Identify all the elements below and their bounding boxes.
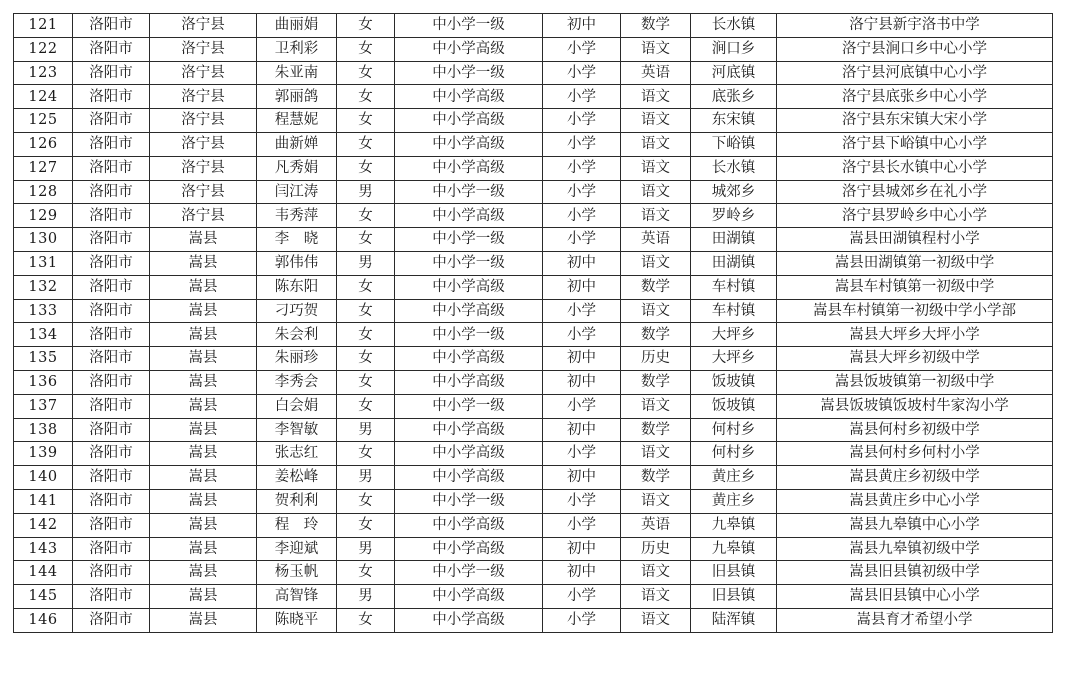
township-cell: 大坪乡 [691, 347, 777, 371]
subject-cell: 英语 [621, 513, 691, 537]
gender-cell: 女 [337, 156, 395, 180]
teacher-name-cell: 杨玉帆 [257, 561, 337, 585]
school-name-cell: 嵩县何村乡初级中学 [777, 418, 1053, 442]
serial-number-cell: 131 [14, 251, 73, 275]
township-cell: 城郊乡 [691, 180, 777, 204]
city-cell: 洛阳市 [73, 323, 150, 347]
title-grade-cell: 中小学高级 [395, 585, 543, 609]
county-cell: 嵩县 [150, 275, 257, 299]
title-grade-cell: 中小学一级 [395, 180, 543, 204]
city-cell: 洛阳市 [73, 228, 150, 252]
serial-number-cell: 125 [14, 109, 73, 133]
county-cell: 嵩县 [150, 251, 257, 275]
city-cell: 洛阳市 [73, 370, 150, 394]
gender-cell: 男 [337, 537, 395, 561]
teacher-name-cell: 贺利利 [257, 489, 337, 513]
table-row [14, 513, 1053, 537]
teacher-name-cell: 程慧妮 [257, 109, 337, 133]
teacher-name-cell: 姜松峰 [257, 466, 337, 490]
county-cell: 嵩县 [150, 513, 257, 537]
city-cell: 洛阳市 [73, 561, 150, 585]
subject-cell: 语文 [621, 204, 691, 228]
school-name-cell: 嵩县田湖镇第一初级中学 [777, 251, 1053, 275]
county-cell: 嵩县 [150, 347, 257, 371]
gender-cell: 女 [337, 561, 395, 585]
teacher-name-cell: 李秀会 [257, 370, 337, 394]
school-level-cell: 小学 [543, 442, 621, 466]
subject-cell: 历史 [621, 347, 691, 371]
serial-number-cell: 134 [14, 323, 73, 347]
gender-cell: 女 [337, 299, 395, 323]
serial-number-cell: 139 [14, 442, 73, 466]
city-cell: 洛阳市 [73, 156, 150, 180]
table-row [14, 489, 1053, 513]
city-cell: 洛阳市 [73, 466, 150, 490]
title-grade-cell: 中小学高级 [395, 109, 543, 133]
gender-cell: 女 [337, 347, 395, 371]
gender-cell: 女 [337, 109, 395, 133]
school-name-cell: 洛宁县下峪镇中心小学 [777, 132, 1053, 156]
city-cell: 洛阳市 [73, 251, 150, 275]
subject-cell: 语文 [621, 394, 691, 418]
subject-cell: 语文 [621, 109, 691, 133]
school-level-cell: 初中 [543, 347, 621, 371]
subject-cell: 英语 [621, 228, 691, 252]
serial-number-cell: 144 [14, 561, 73, 585]
county-cell: 嵩县 [150, 394, 257, 418]
gender-cell: 女 [337, 323, 395, 347]
school-level-cell: 初中 [543, 14, 621, 38]
subject-cell: 数学 [621, 370, 691, 394]
school-level-cell: 小学 [543, 61, 621, 85]
serial-number-cell: 123 [14, 61, 73, 85]
gender-cell: 男 [337, 585, 395, 609]
serial-number-cell: 145 [14, 585, 73, 609]
subject-cell: 语文 [621, 608, 691, 632]
gender-cell: 女 [337, 204, 395, 228]
township-cell: 九皋镇 [691, 513, 777, 537]
school-name-cell: 洛宁县底张乡中心小学 [777, 85, 1053, 109]
school-level-cell: 初中 [543, 561, 621, 585]
title-grade-cell: 中小学高级 [395, 299, 543, 323]
gender-cell: 女 [337, 37, 395, 61]
teacher-name-cell: 卫利彩 [257, 37, 337, 61]
county-cell: 洛宁县 [150, 156, 257, 180]
school-name-cell: 嵩县大坪乡大坪小学 [777, 323, 1053, 347]
township-cell: 饭坡镇 [691, 394, 777, 418]
table-row [14, 608, 1053, 632]
township-cell: 东宋镇 [691, 109, 777, 133]
table-row [14, 561, 1053, 585]
city-cell: 洛阳市 [73, 204, 150, 228]
serial-number-cell: 127 [14, 156, 73, 180]
title-grade-cell: 中小学一级 [395, 489, 543, 513]
township-cell: 黄庄乡 [691, 489, 777, 513]
county-cell: 嵩县 [150, 418, 257, 442]
title-grade-cell: 中小学一级 [395, 251, 543, 275]
table-row [14, 204, 1053, 228]
title-grade-cell: 中小学一级 [395, 561, 543, 585]
city-cell: 洛阳市 [73, 608, 150, 632]
school-name-cell: 嵩县九皋镇初级中学 [777, 537, 1053, 561]
serial-number-cell: 121 [14, 14, 73, 38]
township-cell: 河底镇 [691, 61, 777, 85]
table-row [14, 85, 1053, 109]
teacher-name-cell: 闫江涛 [257, 180, 337, 204]
school-name-cell: 嵩县田湖镇程村小学 [777, 228, 1053, 252]
teacher-name-cell: 朱丽珍 [257, 347, 337, 371]
city-cell: 洛阳市 [73, 299, 150, 323]
teacher-name-cell: 曲新婵 [257, 132, 337, 156]
subject-cell: 数学 [621, 418, 691, 442]
teacher-name-cell: 李迎斌 [257, 537, 337, 561]
school-name-cell: 嵩县车村镇第一初级中学小学部 [777, 299, 1053, 323]
school-name-cell: 洛宁县涧口乡中心小学 [777, 37, 1053, 61]
teacher-name-cell: 李智敏 [257, 418, 337, 442]
city-cell: 洛阳市 [73, 394, 150, 418]
county-cell: 嵩县 [150, 370, 257, 394]
title-grade-cell: 中小学高级 [395, 513, 543, 537]
serial-number-cell: 146 [14, 608, 73, 632]
subject-cell: 数学 [621, 323, 691, 347]
city-cell: 洛阳市 [73, 489, 150, 513]
school-level-cell: 小学 [543, 109, 621, 133]
serial-number-cell: 142 [14, 513, 73, 537]
school-level-cell: 初中 [543, 275, 621, 299]
table-row [14, 251, 1053, 275]
title-grade-cell: 中小学高级 [395, 418, 543, 442]
subject-cell: 数学 [621, 275, 691, 299]
school-name-cell: 嵩县何村乡何村小学 [777, 442, 1053, 466]
title-grade-cell: 中小学高级 [395, 537, 543, 561]
title-grade-cell: 中小学高级 [395, 156, 543, 180]
gender-cell: 女 [337, 442, 395, 466]
table-row [14, 537, 1053, 561]
county-cell: 洛宁县 [150, 180, 257, 204]
subject-cell: 英语 [621, 61, 691, 85]
city-cell: 洛阳市 [73, 513, 150, 537]
school-level-cell: 小学 [543, 204, 621, 228]
township-cell: 大坪乡 [691, 323, 777, 347]
table-row [14, 180, 1053, 204]
school-level-cell: 初中 [543, 466, 621, 490]
serial-number-cell: 141 [14, 489, 73, 513]
table-row [14, 442, 1053, 466]
subject-cell: 语文 [621, 85, 691, 109]
school-level-cell: 小学 [543, 323, 621, 347]
county-cell: 嵩县 [150, 442, 257, 466]
title-grade-cell: 中小学高级 [395, 204, 543, 228]
serial-number-cell: 129 [14, 204, 73, 228]
gender-cell: 女 [337, 513, 395, 537]
school-name-cell: 嵩县旧县镇中心小学 [777, 585, 1053, 609]
school-level-cell: 小学 [543, 394, 621, 418]
gender-cell: 男 [337, 418, 395, 442]
county-cell: 洛宁县 [150, 14, 257, 38]
subject-cell: 历史 [621, 537, 691, 561]
school-name-cell: 嵩县旧县镇初级中学 [777, 561, 1053, 585]
gender-cell: 女 [337, 85, 395, 109]
city-cell: 洛阳市 [73, 37, 150, 61]
county-cell: 嵩县 [150, 299, 257, 323]
township-cell: 下峪镇 [691, 132, 777, 156]
school-name-cell: 嵩县饭坡镇第一初级中学 [777, 370, 1053, 394]
school-name-cell: 嵩县九皋镇中心小学 [777, 513, 1053, 537]
title-grade-cell: 中小学高级 [395, 347, 543, 371]
township-cell: 九皋镇 [691, 537, 777, 561]
gender-cell: 女 [337, 608, 395, 632]
county-cell: 嵩县 [150, 228, 257, 252]
serial-number-cell: 133 [14, 299, 73, 323]
gender-cell: 女 [337, 228, 395, 252]
table-row [14, 61, 1053, 85]
gender-cell: 女 [337, 61, 395, 85]
county-cell: 嵩县 [150, 608, 257, 632]
serial-number-cell: 137 [14, 394, 73, 418]
county-cell: 嵩县 [150, 537, 257, 561]
title-grade-cell: 中小学高级 [395, 132, 543, 156]
table-row [14, 37, 1053, 61]
school-name-cell: 嵩县饭坡镇饭坡村牛家沟小学 [777, 394, 1053, 418]
township-cell: 底张乡 [691, 85, 777, 109]
city-cell: 洛阳市 [73, 180, 150, 204]
serial-number-cell: 143 [14, 537, 73, 561]
teacher-name-cell: 陈晓平 [257, 608, 337, 632]
township-cell: 田湖镇 [691, 251, 777, 275]
gender-cell: 男 [337, 251, 395, 275]
teacher-name-cell: 张志红 [257, 442, 337, 466]
school-name-cell: 嵩县车村镇第一初级中学 [777, 275, 1053, 299]
table-row [14, 370, 1053, 394]
teacher-name-cell: 韦秀萍 [257, 204, 337, 228]
table-row [14, 347, 1053, 371]
teacher-name-cell: 朱会利 [257, 323, 337, 347]
township-cell: 旧县镇 [691, 561, 777, 585]
school-level-cell: 小学 [543, 299, 621, 323]
title-grade-cell: 中小学一级 [395, 61, 543, 85]
title-grade-cell: 中小学高级 [395, 466, 543, 490]
school-name-cell: 洛宁县东宋镇大宋小学 [777, 109, 1053, 133]
subject-cell: 语文 [621, 561, 691, 585]
gender-cell: 女 [337, 132, 395, 156]
county-cell: 洛宁县 [150, 61, 257, 85]
table-row [14, 418, 1053, 442]
gender-cell: 女 [337, 14, 395, 38]
county-cell: 嵩县 [150, 561, 257, 585]
school-level-cell: 小学 [543, 85, 621, 109]
serial-number-cell: 122 [14, 37, 73, 61]
county-cell: 嵩县 [150, 323, 257, 347]
title-grade-cell: 中小学一级 [395, 323, 543, 347]
table-row [14, 585, 1053, 609]
serial-number-cell: 124 [14, 85, 73, 109]
table-row [14, 299, 1053, 323]
county-cell: 洛宁县 [150, 204, 257, 228]
township-cell: 何村乡 [691, 442, 777, 466]
city-cell: 洛阳市 [73, 418, 150, 442]
subject-cell: 语文 [621, 132, 691, 156]
teacher-name-cell: 陈东阳 [257, 275, 337, 299]
table-row [14, 323, 1053, 347]
school-level-cell: 小学 [543, 228, 621, 252]
township-cell: 长水镇 [691, 14, 777, 38]
school-level-cell: 小学 [543, 608, 621, 632]
title-grade-cell: 中小学高级 [395, 442, 543, 466]
county-cell: 嵩县 [150, 585, 257, 609]
teacher-name-cell: 刁巧贺 [257, 299, 337, 323]
subject-cell: 数学 [621, 466, 691, 490]
teacher-name-cell: 程 玲 [257, 513, 337, 537]
county-cell: 嵩县 [150, 466, 257, 490]
subject-cell: 语文 [621, 37, 691, 61]
serial-number-cell: 138 [14, 418, 73, 442]
city-cell: 洛阳市 [73, 109, 150, 133]
title-grade-cell: 中小学高级 [395, 370, 543, 394]
serial-number-cell: 136 [14, 370, 73, 394]
school-level-cell: 初中 [543, 370, 621, 394]
school-name-cell: 嵩县黄庄乡初级中学 [777, 466, 1053, 490]
subject-cell: 语文 [621, 251, 691, 275]
city-cell: 洛阳市 [73, 275, 150, 299]
school-level-cell: 小学 [543, 513, 621, 537]
teacher-name-cell: 凡秀娟 [257, 156, 337, 180]
subject-cell: 语文 [621, 180, 691, 204]
school-level-cell: 小学 [543, 132, 621, 156]
teacher-name-cell: 郭丽鸽 [257, 85, 337, 109]
school-name-cell: 嵩县育才希望小学 [777, 608, 1053, 632]
city-cell: 洛阳市 [73, 85, 150, 109]
title-grade-cell: 中小学高级 [395, 608, 543, 632]
township-cell: 旧县镇 [691, 585, 777, 609]
gender-cell: 男 [337, 466, 395, 490]
serial-number-cell: 130 [14, 228, 73, 252]
township-cell: 黄庄乡 [691, 466, 777, 490]
school-name-cell: 嵩县黄庄乡中心小学 [777, 489, 1053, 513]
gender-cell: 女 [337, 275, 395, 299]
title-grade-cell: 中小学高级 [395, 275, 543, 299]
subject-cell: 数学 [621, 14, 691, 38]
table-row [14, 275, 1053, 299]
table-row [14, 228, 1053, 252]
table-row [14, 109, 1053, 133]
school-name-cell: 洛宁县河底镇中心小学 [777, 61, 1053, 85]
school-name-cell: 嵩县大坪乡初级中学 [777, 347, 1053, 371]
table-row [14, 14, 1053, 38]
county-cell: 嵩县 [150, 489, 257, 513]
school-name-cell: 洛宁县城郊乡在礼小学 [777, 180, 1053, 204]
township-cell: 陆浑镇 [691, 608, 777, 632]
teacher-name-cell: 高智锋 [257, 585, 337, 609]
school-level-cell: 初中 [543, 418, 621, 442]
table-row [14, 156, 1053, 180]
county-cell: 洛宁县 [150, 109, 257, 133]
subject-cell: 语文 [621, 299, 691, 323]
teacher-name-cell: 李 晓 [257, 228, 337, 252]
township-cell: 饭坡镇 [691, 370, 777, 394]
serial-number-cell: 135 [14, 347, 73, 371]
school-name-cell: 洛宁县长水镇中心小学 [777, 156, 1053, 180]
title-grade-cell: 中小学一级 [395, 14, 543, 38]
subject-cell: 语文 [621, 156, 691, 180]
serial-number-cell: 128 [14, 180, 73, 204]
city-cell: 洛阳市 [73, 537, 150, 561]
school-level-cell: 小学 [543, 585, 621, 609]
title-grade-cell: 中小学高级 [395, 85, 543, 109]
subject-cell: 语文 [621, 442, 691, 466]
school-level-cell: 小学 [543, 180, 621, 204]
city-cell: 洛阳市 [73, 14, 150, 38]
title-grade-cell: 中小学一级 [395, 228, 543, 252]
school-level-cell: 小学 [543, 37, 621, 61]
city-cell: 洛阳市 [73, 132, 150, 156]
teacher-name-cell: 朱亚南 [257, 61, 337, 85]
table-row [14, 394, 1053, 418]
township-cell: 车村镇 [691, 275, 777, 299]
subject-cell: 语文 [621, 489, 691, 513]
city-cell: 洛阳市 [73, 442, 150, 466]
roster-body [14, 14, 1053, 633]
title-grade-cell: 中小学高级 [395, 37, 543, 61]
teacher-name-cell: 曲丽娟 [257, 14, 337, 38]
title-grade-cell: 中小学一级 [395, 394, 543, 418]
township-cell: 田湖镇 [691, 228, 777, 252]
teacher-roster-table [13, 13, 1053, 633]
serial-number-cell: 126 [14, 132, 73, 156]
school-level-cell: 小学 [543, 489, 621, 513]
gender-cell: 女 [337, 394, 395, 418]
table-row [14, 132, 1053, 156]
roster-sheet [13, 13, 1053, 633]
city-cell: 洛阳市 [73, 347, 150, 371]
township-cell: 长水镇 [691, 156, 777, 180]
school-level-cell: 初中 [543, 251, 621, 275]
city-cell: 洛阳市 [73, 585, 150, 609]
school-name-cell: 洛宁县新宇洛书中学 [777, 14, 1053, 38]
county-cell: 洛宁县 [150, 37, 257, 61]
teacher-name-cell: 白会娟 [257, 394, 337, 418]
teacher-name-cell: 郭伟伟 [257, 251, 337, 275]
city-cell: 洛阳市 [73, 61, 150, 85]
serial-number-cell: 140 [14, 466, 73, 490]
gender-cell: 女 [337, 370, 395, 394]
school-level-cell: 初中 [543, 537, 621, 561]
subject-cell: 语文 [621, 585, 691, 609]
school-level-cell: 小学 [543, 156, 621, 180]
table-row [14, 466, 1053, 490]
township-cell: 罗岭乡 [691, 204, 777, 228]
township-cell: 车村镇 [691, 299, 777, 323]
gender-cell: 男 [337, 180, 395, 204]
county-cell: 洛宁县 [150, 132, 257, 156]
township-cell: 涧口乡 [691, 37, 777, 61]
school-name-cell: 洛宁县罗岭乡中心小学 [777, 204, 1053, 228]
serial-number-cell: 132 [14, 275, 73, 299]
county-cell: 洛宁县 [150, 85, 257, 109]
township-cell: 何村乡 [691, 418, 777, 442]
gender-cell: 女 [337, 489, 395, 513]
